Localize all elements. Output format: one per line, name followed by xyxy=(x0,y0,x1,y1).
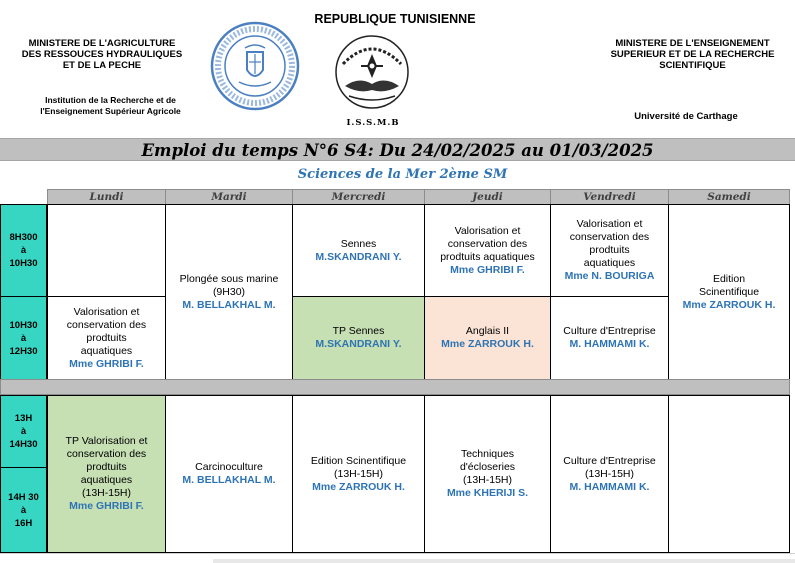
course-text: Scinentifique xyxy=(698,285,760,298)
time-text: 16H xyxy=(14,517,33,529)
course-text: prodtuits aquatiques xyxy=(440,250,535,263)
course-text: Edition xyxy=(712,272,746,285)
issmb-logo-text: I.S.S.M.B xyxy=(346,118,400,128)
course-text: (13H-15H) xyxy=(462,474,512,486)
institution-line: Institution de la Recherche et de xyxy=(45,95,176,105)
teacher-name: Mme N. BOURIGA xyxy=(564,270,655,282)
institution-name xyxy=(8,95,213,117)
teacher-name: M.SKANDRANI Y. xyxy=(315,338,402,350)
time-text: 10H30 xyxy=(9,319,38,331)
time-text: à xyxy=(20,332,27,344)
course-text: Culture d'Entreprise xyxy=(563,454,656,467)
course-text: Valorisation et xyxy=(73,305,140,318)
university-name: Université de Carthage xyxy=(634,111,738,122)
course-text: prodtuits xyxy=(589,244,630,256)
time-slot-1 xyxy=(0,204,47,297)
course-text: (13H-15H) xyxy=(81,487,131,499)
course-cell-samedi-am xyxy=(668,204,790,380)
time-text: 12H30 xyxy=(9,345,38,357)
course-cell-vendredi-slot2 xyxy=(550,296,669,380)
day-header-mardi: Mardi xyxy=(165,189,293,205)
ministry-left-line: MINISTERE DE L'AGRICULTURE xyxy=(28,38,176,49)
teacher-name: M. HAMMAMI K. xyxy=(569,480,650,493)
ministry-left-line: DES RESSOUCES HYDRAULIQUES xyxy=(21,49,183,60)
course-text: Culture d'Entreprise xyxy=(563,325,656,337)
teacher-name: Mme ZARROUK H. xyxy=(682,298,776,311)
course-text: aquatiques xyxy=(583,257,636,269)
course-cell-jeudi-pm xyxy=(424,395,551,553)
course-text: Plongée sous marine xyxy=(179,272,279,285)
day-header-samedi: Samedi xyxy=(668,189,790,205)
day-header-jeudi: Jeudi xyxy=(424,189,551,205)
course-cell-vendredi-pm xyxy=(550,395,669,553)
course-text: conservation des xyxy=(66,318,147,331)
teacher-name: M.SKANDRANI Y. xyxy=(315,250,402,263)
empty-cell-samedi-pm xyxy=(668,395,790,553)
course-cell-jeudi-slot1 xyxy=(424,204,551,297)
day-header-lundi: Lundi xyxy=(47,189,166,205)
time-text: 13H xyxy=(14,413,33,424)
institution-line: l'Enseignement Supérieur Agricole xyxy=(40,106,181,116)
teacher-name: Mme GHRIBI F. xyxy=(450,263,525,276)
time-text: à xyxy=(20,245,27,256)
schedule-title: Emploi du temps N°6 S4: Du 24/02/2025 au 01/03/2025 xyxy=(141,141,654,160)
course-text: conservation des xyxy=(66,448,147,460)
teacher-name: Mme GHRIBI F. xyxy=(69,357,144,370)
time-slot-3 xyxy=(0,395,47,468)
ministry-right-line: MINISTERE DE L'ENSEIGNEMENT xyxy=(615,38,770,49)
course-text: aquatiques xyxy=(80,474,133,486)
course-text: d'écloseries xyxy=(459,461,516,473)
teacher-name: Mme ZARROUK H. xyxy=(312,480,405,493)
course-text: Anglais II xyxy=(465,325,510,337)
course-cell-mercredi-slot1 xyxy=(292,204,425,297)
day-header-vendredi: Vendredi xyxy=(550,189,669,205)
course-text: prodtuits xyxy=(86,331,127,344)
ministry-right-line: SCIENTIFIQUE xyxy=(659,60,726,71)
course-text: TP Valorisation et xyxy=(65,435,148,447)
issmb-logo xyxy=(331,28,413,128)
ministry-seal-logo xyxy=(209,20,301,112)
teacher-name: M. BELLAKHAL M. xyxy=(182,474,276,486)
time-text: à xyxy=(20,426,27,437)
course-text: Edition Scinentifique xyxy=(310,454,407,467)
course-text: conservation des xyxy=(569,231,650,243)
course-text: aquatiques xyxy=(80,344,133,357)
course-cell-lundi-pm xyxy=(47,395,166,553)
time-text: 10H30 xyxy=(9,258,38,269)
course-cell-mercredi-pm xyxy=(292,395,425,553)
course-cell-mardi-pm xyxy=(165,395,293,553)
course-text: conservation des xyxy=(447,237,528,250)
ministry-right-line: SUPERIEUR ET DE LA RECHERCHE xyxy=(610,49,775,60)
teacher-name: Mme ZARROUK H. xyxy=(441,338,534,350)
course-text: Valorisation et xyxy=(454,224,521,237)
course-cell-mercredi-slot2 xyxy=(292,296,425,380)
time-text: 14H30 xyxy=(9,439,38,450)
course-cell-mardi-am xyxy=(165,204,293,380)
lunch-separator xyxy=(0,379,790,395)
time-slot-2 xyxy=(0,296,47,380)
ministry-right xyxy=(590,38,795,71)
course-text: (9H30) xyxy=(212,285,246,298)
course-text: Techniques xyxy=(460,448,515,460)
schedule-subtitle: Sciences de la Mer 2ème SM xyxy=(297,167,508,182)
course-cell-jeudi-slot2 xyxy=(424,296,551,380)
course-text: Sennes xyxy=(340,237,377,250)
time-text: à xyxy=(20,504,27,516)
time-text: 8H300 xyxy=(9,232,38,243)
teacher-name: Mme GHRIBI F. xyxy=(69,500,144,512)
course-text: (13H-15H) xyxy=(584,467,634,480)
course-text: TP Sennes xyxy=(332,325,385,337)
teacher-name: M. BELLAKHAL M. xyxy=(182,298,276,311)
course-text: Valorisation et xyxy=(576,218,643,230)
time-slot-4 xyxy=(0,467,47,553)
ministry-left-line: ET DE LA PECHE xyxy=(62,60,142,71)
course-cell-lundi-am xyxy=(47,296,166,380)
ministry-left xyxy=(8,38,196,71)
course-text: (13H-15H) xyxy=(333,467,383,480)
republic-title: REPUBLIQUE TUNISIENNE xyxy=(314,12,476,26)
day-header-mercredi: Mercredi xyxy=(292,189,425,205)
title-bar xyxy=(0,138,795,161)
empty-cell-lundi-slot1 xyxy=(47,204,166,297)
teacher-name: M. HAMMAMI K. xyxy=(569,338,650,350)
time-text: 14H 30 xyxy=(8,491,39,503)
course-text: prodtuits xyxy=(86,461,127,473)
bottom-scroll-band xyxy=(213,559,795,563)
course-cell-vendredi-slot1 xyxy=(550,204,669,297)
course-text: Carcinoculture xyxy=(195,461,263,473)
teacher-name: Mme KHERIJI S. xyxy=(446,487,529,499)
